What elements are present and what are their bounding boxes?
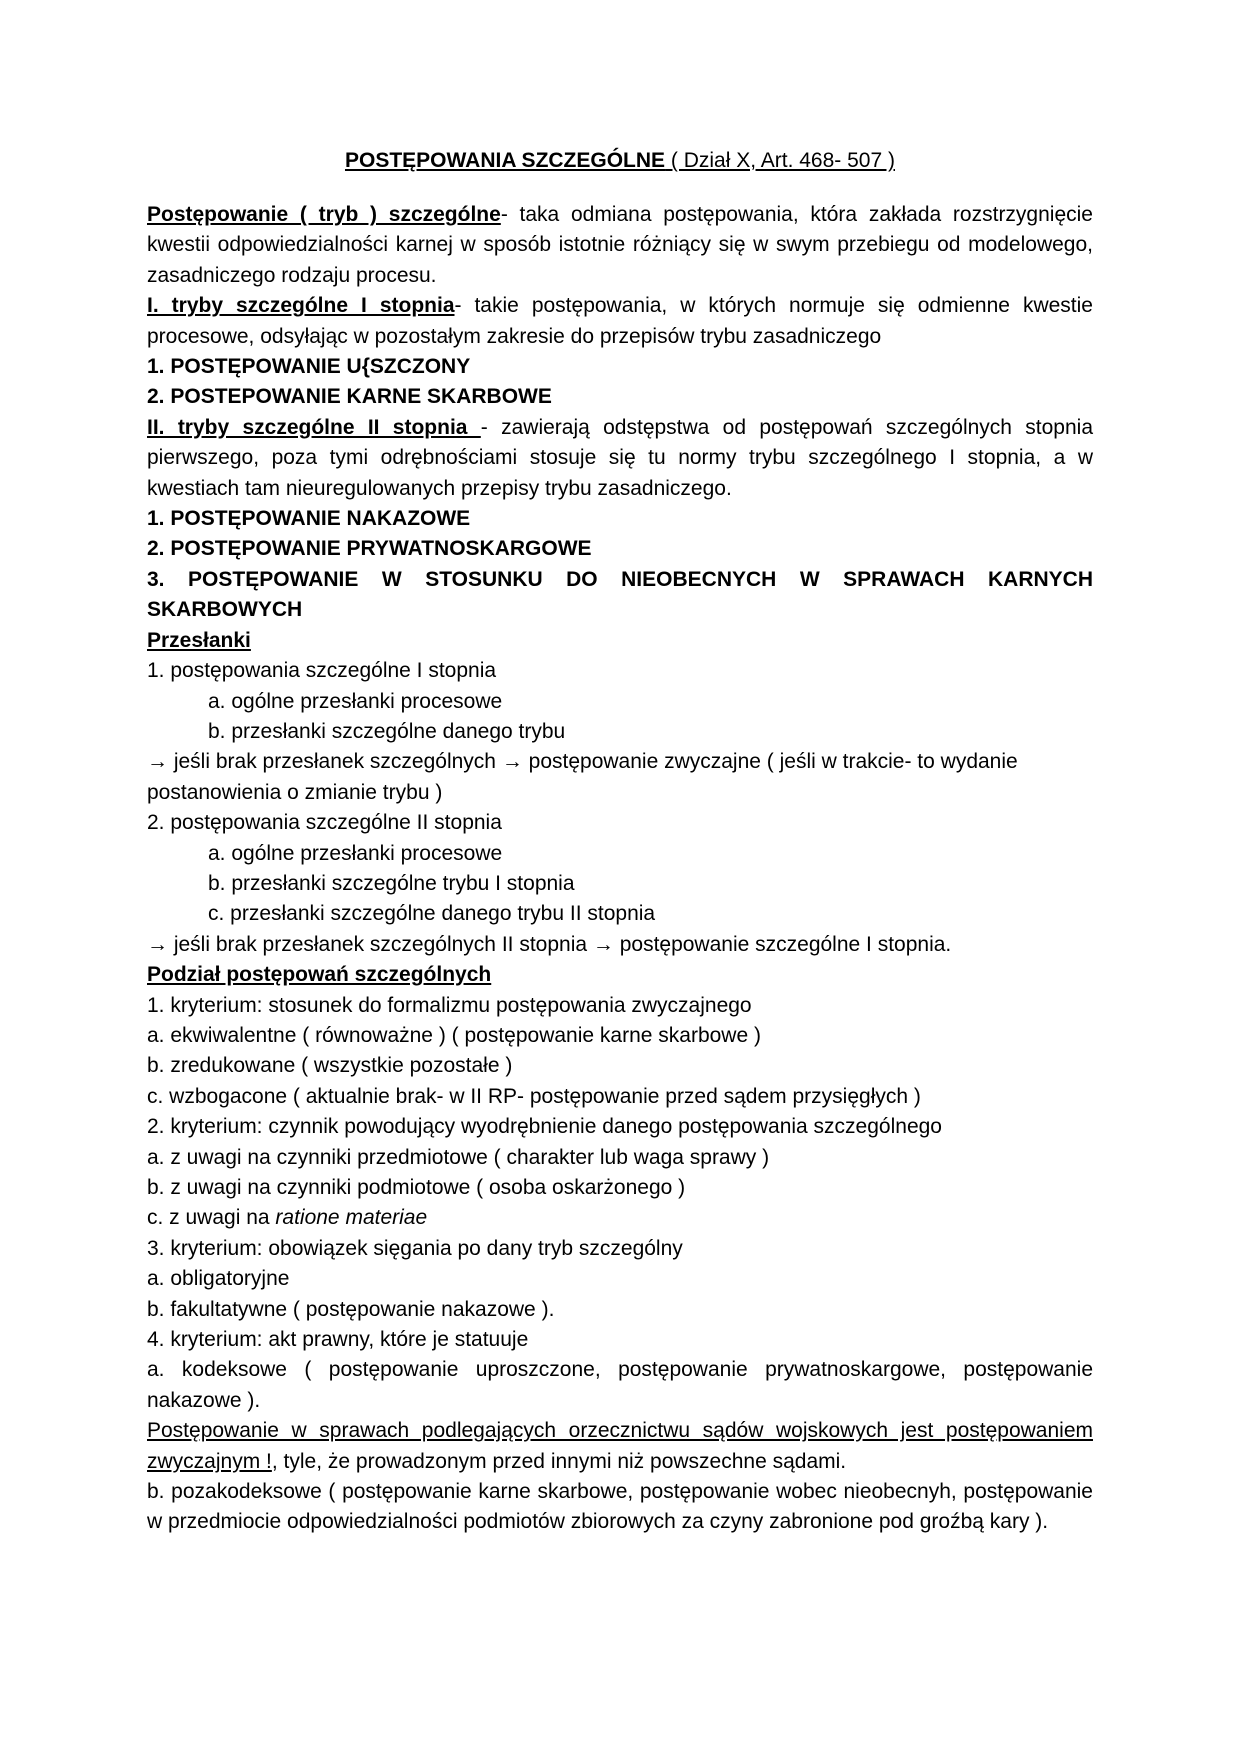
podzial-line	[147, 1203, 1093, 1233]
section1-text: - takie postępowania, w których normuje się odmienne kwestie procesowe, odsyłając w pozostałym zakresie do przepisów trybu zasadniczego	[147, 294, 1093, 348]
podzial-line: b. pozakodeksowe ( postępowanie karne skarbowe, postępowanie wobec nieobecnyh, postępowanie w przedmiocie odpowiedzialności podmiotów zbiorowych za czyny zabronione pod groźbą kary ).	[147, 1480, 1093, 1534]
title-main: POSTĘPOWANIA SZCZEGÓLNE	[344, 149, 666, 172]
document-title	[147, 146, 1093, 176]
intro-term: Postępowanie ( tryb ) szczególne	[147, 203, 501, 226]
section2-item: 2. POSTĘPOWANIE PRYWATNOSKARGOWE	[147, 537, 592, 561]
przeslanki-subline: b. przesłanki szczególne trybu I stopnia	[208, 871, 575, 895]
podzial-line: b. z uwagi na czynniki podmiotowe ( osoba oskarżonego )	[147, 1176, 686, 1199]
section2-heading: II. tryby szczególne II stopnia	[147, 415, 481, 439]
note-underlined: Postępowanie w sprawach podlegających orzecznictwu sądów wojskowych jest postępowaniem zwyczajnym !	[147, 1419, 1093, 1473]
podzial-line: a. z uwagi na czynniki przedmiotowe ( charakter lub waga sprawy )	[147, 1145, 770, 1169]
intro-text: - taka odmiana postępowania, która zakłada rozstrzygnięcie kwestii odpowiedzialności karnej w sposób istotnie różniący się w swym przebiegu od modelowego, zasadniczego rodzaju procesu.	[147, 203, 1093, 287]
military-courts-note	[147, 1416, 1093, 1477]
podzial-line: b. zredukowane ( wszystkie pozostałe )	[147, 1054, 513, 1078]
section1-paragraph	[147, 291, 1093, 352]
section1-item: 2. POSTEPOWANIE KARNE SKARBOWE	[147, 385, 552, 409]
przeslanki-subline: c. przesłanki szczególne danego trybu II stopnia	[208, 902, 656, 926]
podzial-line: a. ekwiwalentne ( równoważne ) ( postępowanie karne skarbowe )	[147, 1023, 761, 1047]
podzial-line: a. obligatoryjne	[147, 1267, 290, 1291]
przeslanki-arrow-note: → jeśli brak przesłanek szczególnych II stopnia → postępowanie szczególne I stopnia.	[147, 932, 952, 956]
podzial-heading: Podział postępowań szczególnych	[147, 963, 492, 987]
section2-item: 1. POSTĘPOWANIE NAKAZOWE	[147, 507, 471, 531]
przeslanki-subline: a. ogólne przesłanki procesowe	[208, 689, 503, 713]
podzial-line: a. kodeksowe ( postępowanie uproszczone, postępowanie prywatnoskargowe, postępowanie nakazowe ).	[147, 1358, 1093, 1412]
podzial-line: b. fakultatywne ( postępowanie nakazowe ).	[147, 1297, 555, 1321]
podzial-line: 1. kryterium: stosunek do formalizmu postępowania zwyczajnego	[147, 993, 752, 1017]
intro-paragraph	[147, 200, 1093, 291]
section2-text: - zawierają odstępstwa od postępowań szczególnych stopnia pierwszego, poza tymi odrębnościami stosuje się tu normy trybu szczególnego I stopnia, a w kwestiach tam nieuregulowanych przepisy trybu zasadniczego.	[147, 415, 1093, 500]
section1-item: 1. POSTĘPOWANIE U{SZCZONY	[147, 355, 471, 379]
przeslanki-subline: b. przesłanki szczególne danego trybu	[208, 719, 566, 743]
podzial-line-prefix: c. z uwagi na	[147, 1206, 276, 1230]
przeslanki-line: 2. postępowania szczególne II stopnia	[147, 811, 502, 835]
section1-heading: I. tryby szczególne I stopnia	[147, 294, 455, 318]
podzial-line: 2. kryterium: czynnik powodujący wyodrębnienie danego postępowania szczególnego	[147, 1115, 942, 1139]
latin-term: ratione materiae	[275, 1206, 428, 1230]
przeslanki-line: 1. postępowania szczególne I stopnia	[147, 659, 497, 683]
podzial-line: 4. kryterium: akt prawny, które je statuuje	[147, 1328, 529, 1352]
section2-item: 3. POSTĘPOWANIE W STOSUNKU DO NIEOBECNYCH W SPRAWACH KARNYCH SKARBOWYCH	[147, 567, 1093, 622]
title-reference: ( Dział X, Art. 468- 507 )	[665, 149, 895, 172]
podzial-line: c. wzbogacone ( aktualnie brak- w II RP- postępowanie przed sądem przysięgłych )	[147, 1084, 921, 1108]
przeslanki-heading: Przesłanki	[147, 628, 251, 652]
note-rest: , tyle, że prowadzonym przed innymi niż powszechne sądami.	[271, 1449, 847, 1473]
przeslanki-subline: a. ogólne przesłanki procesowe	[208, 841, 503, 865]
podzial-line: 3. kryterium: obowiązek sięgania po dany tryb szczególny	[147, 1236, 683, 1260]
section2-paragraph	[147, 413, 1093, 504]
przeslanki-arrow-note: → jeśli brak przesłanek szczególnych → postępowanie zwyczajne ( jeśli w trakcie- to wydanie postanowienia o zmianie trybu )	[147, 750, 1018, 804]
document-page	[147, 146, 1093, 1538]
